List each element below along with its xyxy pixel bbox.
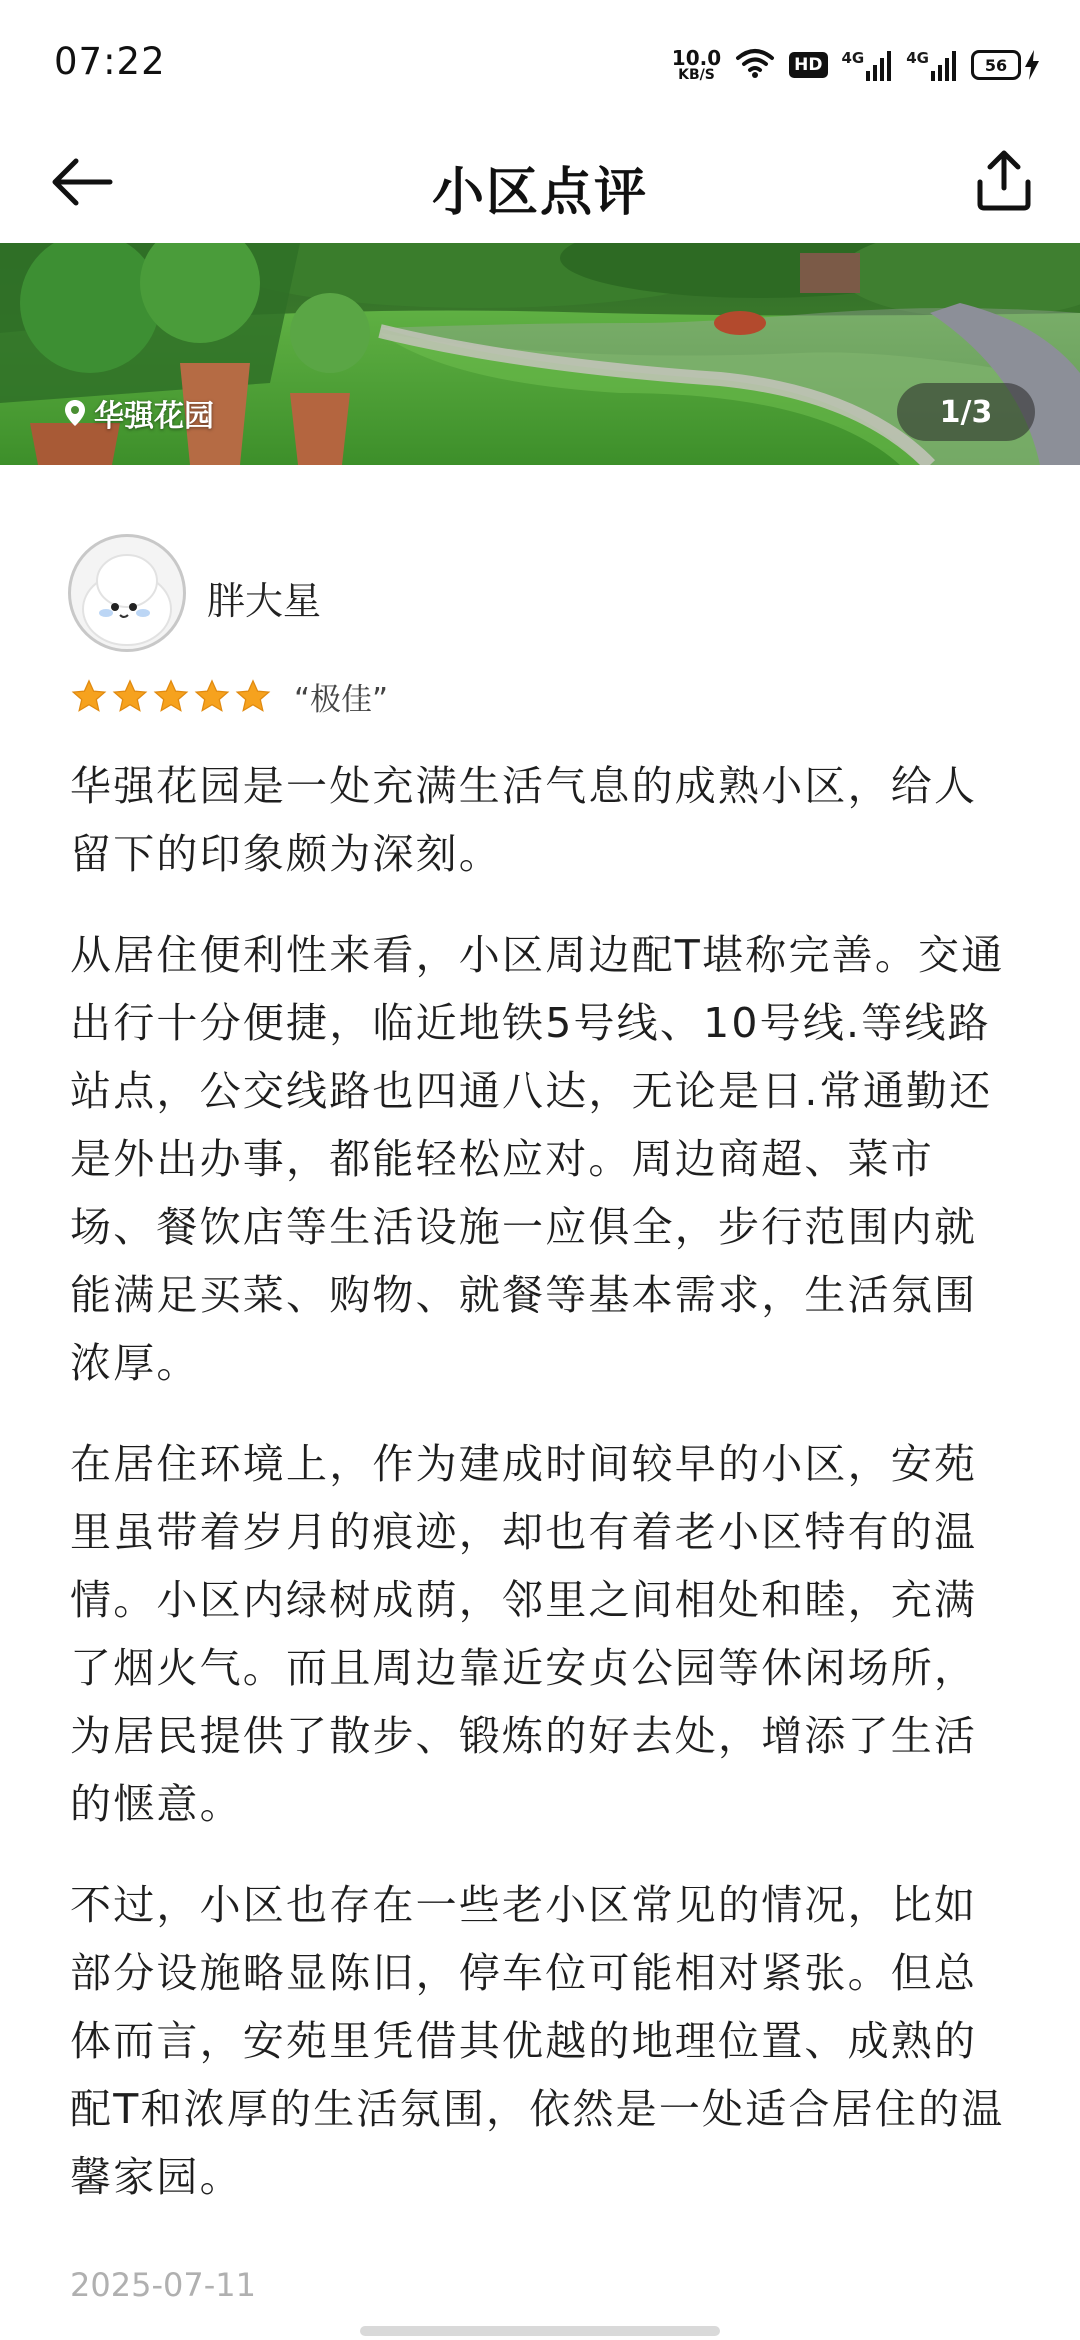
avatar-image xyxy=(71,537,183,649)
rating-label: “极佳” xyxy=(294,682,389,718)
status-time: 07:22 xyxy=(54,40,166,83)
review-paragraph: 华强花园是一处充满生活气息的成熟小区，给人留下的印象颇为深刻。 xyxy=(70,762,978,878)
post-date: 2025-07-11 xyxy=(70,2266,256,2304)
signal-label: 4G xyxy=(906,49,929,67)
home-indicator[interactable] xyxy=(360,2326,720,2336)
star-icon xyxy=(152,678,190,716)
network-speed-unit: KB/S xyxy=(678,67,715,83)
charging-icon xyxy=(1024,50,1040,80)
signal-icon xyxy=(906,49,957,81)
battery-level: 56 xyxy=(971,50,1021,80)
star-icon xyxy=(111,678,149,716)
app-header xyxy=(0,122,1080,242)
hd-icon: HD xyxy=(789,52,827,78)
network-speed xyxy=(672,48,721,82)
signal-icon xyxy=(842,49,893,81)
avatar[interactable] xyxy=(68,534,186,652)
community-photo[interactable] xyxy=(0,243,1080,465)
location-name: 华强花园 xyxy=(94,399,214,434)
photo-page-indicator: 1/3 xyxy=(897,383,1035,441)
review-paragraph: 不过，小区也存在一些老小区常见的情况，比如部分设施略显陈旧，停车位可能相对紧张。但总体而言，安苑里凭借其优越的地理位置、成熟的配T和浓厚的生活氛围，依然是一处适合居住的温馨家园。 xyxy=(70,1881,1005,2201)
battery-icon xyxy=(971,50,1040,80)
share-button[interactable] xyxy=(966,142,1042,218)
author-name[interactable]: 胖大星 xyxy=(207,579,322,623)
review-paragraph: 在居住环境上，作为建成时间较早的小区，安苑里虽带着岁月的痕迹，却也有着老小区特有的温情。小区内绿树成荫，邻里之间相处和睦，充满了烟火气。而且周边靠近安贞公园等休闲场所，为居民提供了散步、锻炼的好去处，增添了生活的惬意。 xyxy=(70,1440,978,1828)
rating-row xyxy=(70,674,388,719)
star-icon xyxy=(234,678,272,716)
location-tag[interactable] xyxy=(64,391,214,435)
star-icon xyxy=(193,678,231,716)
status-bar xyxy=(0,0,1080,130)
page-title: 小区点评 xyxy=(431,163,648,223)
status-icons xyxy=(672,44,1040,86)
signal-label: 4G xyxy=(841,49,865,67)
network-speed-value: 10.0 xyxy=(671,46,722,70)
wifi-icon xyxy=(735,47,775,83)
share-icon xyxy=(966,142,1042,218)
rating-stars xyxy=(70,678,272,716)
review-paragraph: 从居住便利性来看，小区周边配T堪称完善。交通出行十分便捷，临近地铁5号线、10号线.等线路站点，公交线路也四通八达，无论是日.常通勤还是外出办事，都能轻松应对。周边商超、菜市场、餐饮店等生活设施一应俱全，步行范围内就能满足买菜、购物、就餐等基本需求，生活氛围浓厚。 xyxy=(70,931,1005,1387)
review-body xyxy=(70,752,1018,2244)
location-pin-icon xyxy=(64,399,86,427)
star-icon xyxy=(70,678,108,716)
